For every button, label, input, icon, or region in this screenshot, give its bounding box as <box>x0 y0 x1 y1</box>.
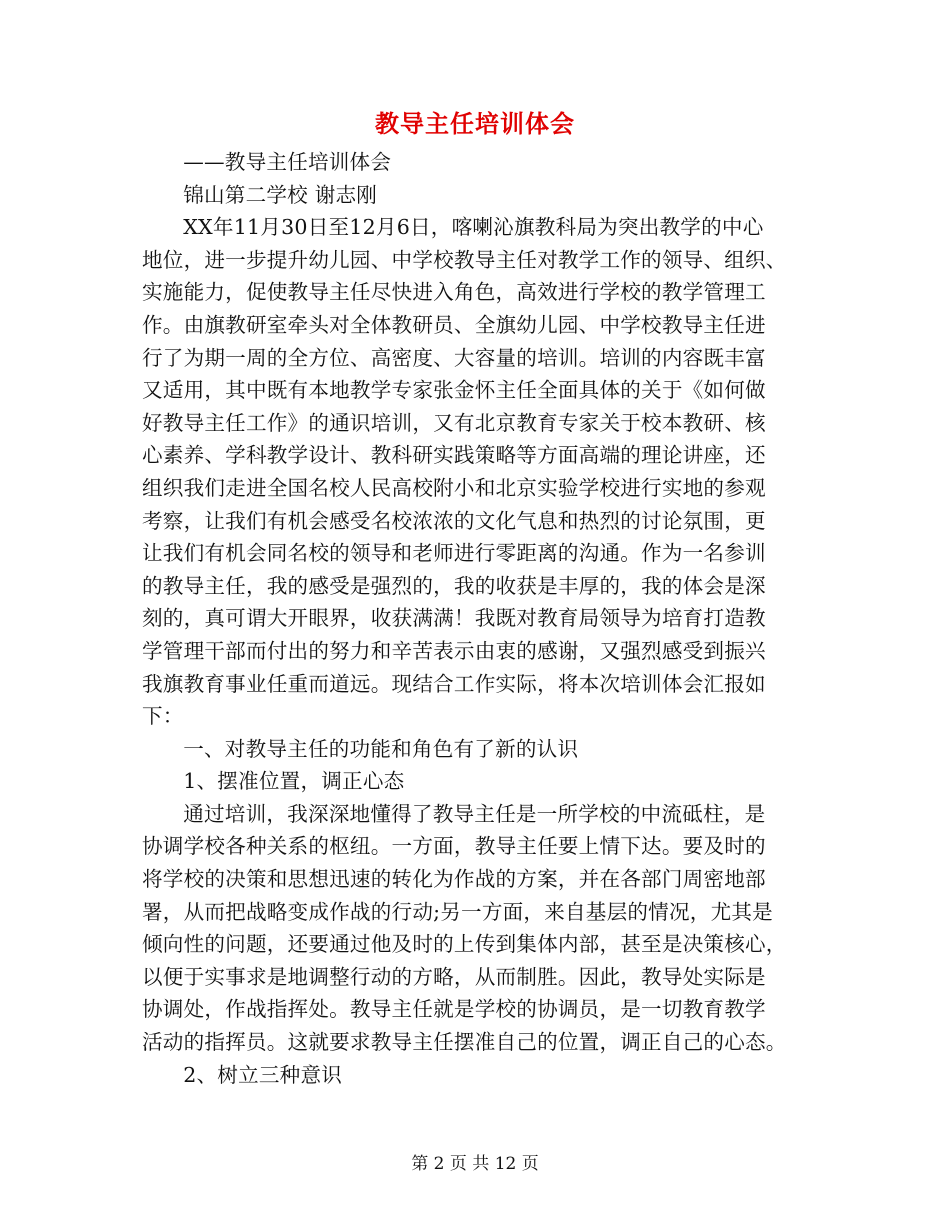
paragraph-line: 组织我们走进全国名校人民高校附小和北京实验学校进行实地的参观 <box>142 475 766 500</box>
paragraph-line: 活动的指挥员。这就要求教导主任摆准自己的位置，调正自己的心态。 <box>142 1030 787 1055</box>
paragraph-line: 行了为期一周的全方位、高密度、大容量的培训。培训的内容既丰富 <box>142 345 766 370</box>
paragraph-line: 考察，让我们有机会感受名校浓浓的文化气息和热烈的讨论氛围，更 <box>142 508 766 533</box>
paragraph-line: 实施能力，促使教导主任尽快进入角色，高效进行学校的教学管理工 <box>142 280 766 305</box>
paragraph-position <box>142 798 810 1059</box>
paragraph-line: 心素养、学科教学设计、教科研实践策略等方面高端的理论讲座，还 <box>142 443 766 468</box>
subsection-heading: 2、树立三种意识 <box>183 1062 343 1087</box>
author-line: 锦山第二学校 谢志刚 <box>183 182 378 207</box>
page-number-footer: 第 2 页 共 12 页 <box>411 1154 539 1174</box>
paragraph-line: XX年11月30日至12月6日，喀喇沁旗教科局为突出教学的中心 <box>183 215 764 240</box>
paragraph-line: 署，从而把战略变成作战的行动;另一方面，来自基层的情况，尤其是 <box>142 899 773 924</box>
paragraph-line: 将学校的决策和思想迅速的转化为作战的方案，并在各部门周密地部 <box>142 867 766 892</box>
paragraph-line: 又适用，其中既有本地教学专家张金怀主任全面具体的关于《如何做 <box>142 378 766 403</box>
paragraph-line: 的教导主任，我的感受是强烈的，我的收获是丰厚的，我的体会是深 <box>142 573 766 598</box>
paragraph-line: 学管理干部而付出的努力和辛苦表示由衷的感谢，又强烈感受到振兴 <box>142 638 766 663</box>
paragraph-line: 倾向性的问题，还要通过他及时的上传到集体内部，甚至是决策核心， <box>142 932 787 957</box>
document-body <box>142 146 810 1091</box>
paragraph-line: 协调学校各种关系的枢纽。一方面，教导主任要上情下达。要及时的 <box>142 834 766 859</box>
paragraph-intro <box>142 211 810 733</box>
paragraph-line: 作。由旗教研室牵头对全体教研员、全旗幼儿园、中学校教导主任进 <box>142 312 766 337</box>
paragraph-line: 地位，进一步提升幼儿园、中学校教导主任对教学工作的领导、组织、 <box>142 247 787 272</box>
paragraph-line: 以便于实事求是地调整行动的方略，从而制胜。因此，教导处实际是 <box>142 964 766 989</box>
paragraph-line: 协调处，作战指挥处。教导主任就是学校的协调员，是一切教育教学 <box>142 997 766 1022</box>
paragraph-line: 刻的，真可谓大开眼界，收获满满！我既对教育局领导为培育打造教 <box>142 606 766 631</box>
paragraph-line: 通过培训，我深深地懂得了教导主任是一所学校的中流砥柱，是 <box>183 801 766 826</box>
paragraph-line: 下： <box>142 704 184 729</box>
paragraph-line: 我旗教育事业任重而道远。现结合工作实际，将本次培训体会汇报如 <box>142 671 766 696</box>
paragraph-line: 好教导主任工作》的通识培训，又有北京教育专家关于校本教研、核 <box>142 410 766 435</box>
section-heading: 一、对教导主任的功能和角色有了新的认识 <box>183 736 579 761</box>
document-title: 教导主任培训体会 <box>375 109 575 138</box>
paragraph-line: 让我们有机会同名校的领导和老师进行零距离的沟通。作为一名参训 <box>142 541 766 566</box>
subsection-heading: 1、摆准位置，调正心态 <box>183 769 405 794</box>
subtitle: ——教导主任培训体会 <box>183 150 392 174</box>
